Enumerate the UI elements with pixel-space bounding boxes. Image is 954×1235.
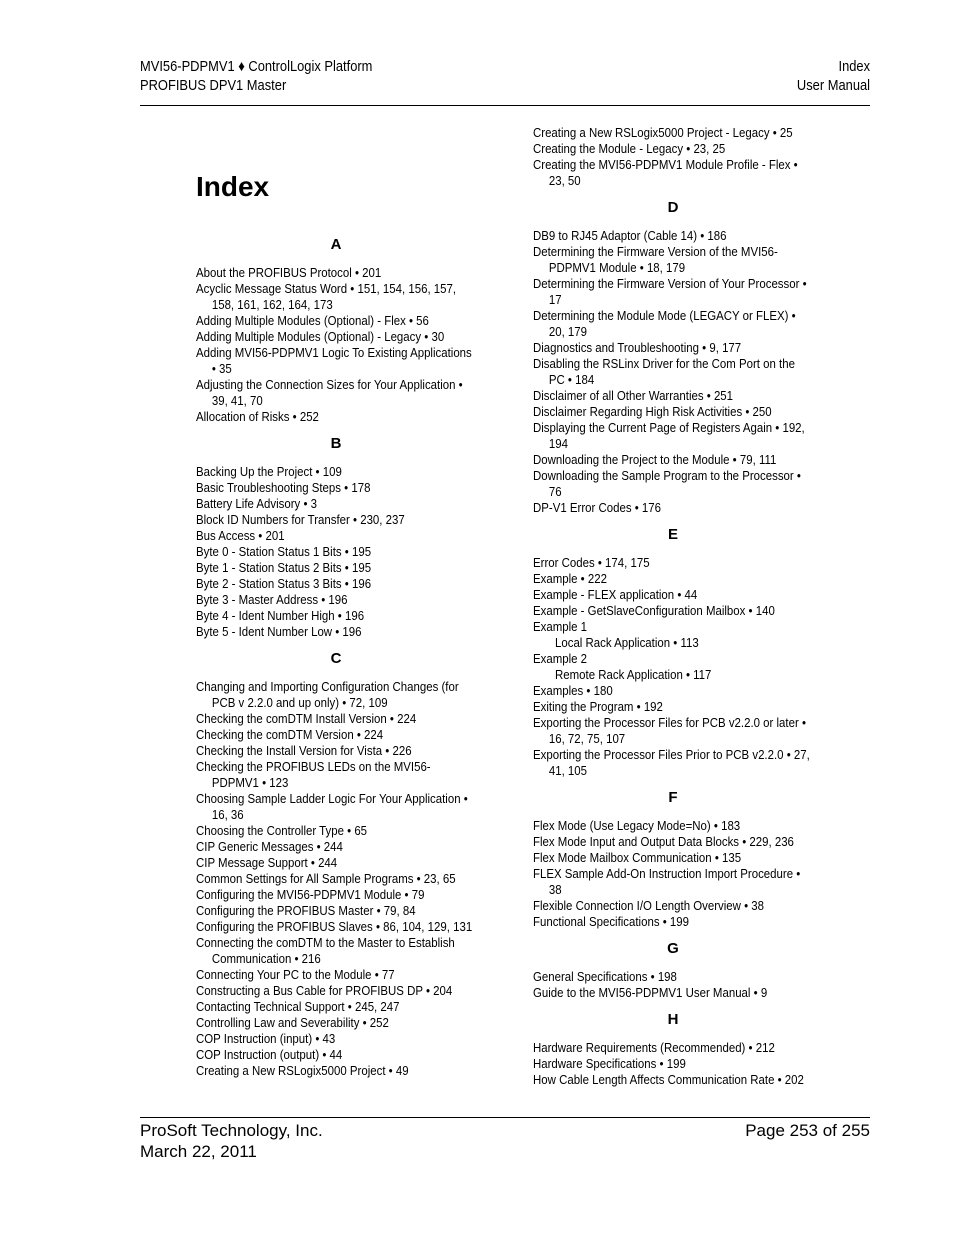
index-entry-line: Local Rack Application • 113: [555, 635, 699, 650]
index-letter-heading: A: [330, 236, 342, 253]
index-entry-line: Choosing the Controller Type • 65: [196, 823, 368, 838]
index-entry: [533, 866, 811, 898]
index-entry-line: Byte 5 - Ident Number Low • 196: [196, 624, 362, 639]
index-entry-line: CIP Message Support • 244: [196, 855, 338, 870]
index-entry-line: Flex Mode Mailbox Communication • 135: [533, 850, 742, 865]
index-entry: [196, 512, 474, 528]
index-entry: [533, 356, 811, 388]
index-entry: [196, 464, 474, 480]
index-entry-line: Disabling the RSLinx Driver for the Com Port on the: [533, 356, 795, 371]
index-letter-heading: F: [668, 789, 678, 806]
index-column-left: [196, 230, 496, 1079]
index-entry: [533, 747, 811, 779]
index-entry-line: Byte 1 - Station Status 2 Bits • 195: [196, 560, 372, 575]
index-subentry: [533, 667, 833, 683]
index-entry: [533, 571, 811, 587]
index-entry-line: Example - GetSlaveConfiguration Mailbox • 140: [533, 603, 775, 618]
index-entry: [196, 679, 474, 711]
page-header: [140, 57, 870, 106]
index-entry: [533, 985, 811, 1001]
index-entry-line: CIP Generic Messages • 244: [196, 839, 343, 854]
page-footer: [140, 1117, 870, 1161]
footer-page-number: Page 253 of 255: [745, 1121, 870, 1140]
index-entry-line: Determining the Firmware Version of the MVI56-: [533, 244, 778, 259]
index-entry: [196, 935, 474, 967]
index-entry: [196, 839, 474, 855]
index-entry-line: Adding Multiple Modules (Optional) - Legacy • 30: [196, 329, 445, 344]
index-letter-heading: B: [330, 435, 342, 452]
index-group: [533, 125, 833, 189]
index-entry-line: Creating a New RSLogix5000 Project - Legacy • 25: [533, 125, 793, 140]
index-entry-line: Flex Mode (Use Legacy Mode=No) • 183: [533, 818, 741, 833]
index-entry-line: Configuring the MVI56-PDPMV1 Module • 79: [196, 887, 425, 902]
index-entry-line: Adding MVI56-PDPMV1 Logic To Existing Applications: [196, 345, 472, 360]
index-entry: [196, 1047, 474, 1063]
index-entry-line: Checking the PROFIBUS LEDs on the MVI56-: [196, 759, 431, 774]
index-entry-line: Exiting the Program • 192: [533, 699, 663, 714]
index-group: [533, 1009, 833, 1088]
index-entry-line: Downloading the Sample Program to the Processor •: [533, 468, 801, 483]
index-entry-line: Acyclic Message Status Word • 151, 154, 156, 157,: [196, 281, 457, 296]
header-right: [797, 57, 870, 95]
index-entry: [196, 624, 474, 640]
index-group: [196, 433, 496, 640]
index-entry: [196, 496, 474, 512]
index-entry: [533, 834, 811, 850]
index-entry: [196, 576, 474, 592]
index-entry: [533, 818, 811, 834]
index-entry: [533, 244, 811, 276]
index-entry: [196, 281, 474, 313]
index-entry-line: 41, 105: [548, 763, 588, 778]
index-entry-line: PCB v 2.2.0 and up only) • 72, 109: [211, 695, 388, 710]
header-left: [140, 57, 372, 95]
index-entry: [533, 340, 811, 356]
index-group: [196, 648, 496, 1079]
index-entry: [533, 276, 811, 308]
index-entry: [533, 898, 811, 914]
index-entry: [533, 420, 811, 452]
index-entry-line: FLEX Sample Add-On Instruction Import Procedure •: [533, 866, 801, 881]
index-entry: [196, 967, 474, 983]
index-entry: [196, 544, 474, 560]
index-entry-line: PDPMV1 Module • 18, 179: [548, 260, 686, 275]
index-entry-line: Allocation of Risks • 252: [196, 409, 319, 424]
index-entry-line: Disclaimer of all Other Warranties • 251: [533, 388, 734, 403]
header-doc-type: User Manual: [796, 77, 870, 94]
index-entry-line: Connecting Your PC to the Module • 77: [196, 967, 395, 982]
index-entry-line: Diagnostics and Troubleshooting • 9, 177: [533, 340, 742, 355]
index-entry-line: Adjusting the Connection Sizes for Your Application •: [196, 377, 463, 392]
index-entry: [196, 329, 474, 345]
index-entry-line: Functional Specifications • 199: [533, 914, 689, 929]
index-column-right: [533, 125, 833, 1088]
index-entry: [196, 592, 474, 608]
index-entry-line: 16, 72, 75, 107: [548, 731, 626, 746]
index-entry: [533, 388, 811, 404]
index-entry-line: • 35: [211, 361, 232, 376]
index-entry: [196, 743, 474, 759]
index-entry-line: Byte 3 - Master Address • 196: [196, 592, 348, 607]
page-title: Index: [196, 171, 270, 202]
index-entry-line: 38: [548, 882, 562, 897]
index-entry: [196, 409, 474, 425]
index-entry: [196, 823, 474, 839]
index-entry-line: Checking the comDTM Install Version • 224: [196, 711, 417, 726]
index-entry: [196, 345, 474, 377]
index-entry-line: Determining the Module Mode (LEGACY or FLEX) •: [533, 308, 796, 323]
index-entry: [196, 855, 474, 871]
index-entry-line: Error Codes • 174, 175: [533, 555, 650, 570]
index-entry-line: Choosing Sample Ladder Logic For Your Application •: [196, 791, 468, 806]
index-entry: [533, 715, 811, 747]
index-entry: [533, 603, 811, 619]
index-entry-line: 194: [548, 436, 568, 451]
index-entry: [533, 914, 811, 930]
index-entry-line: Disclaimer Regarding High Risk Activities • 250: [533, 404, 772, 419]
index-entry-line: Byte 0 - Station Status 1 Bits • 195: [196, 544, 372, 559]
index-entry: [533, 157, 811, 189]
index-entry: [533, 141, 811, 157]
index-entry: [533, 1056, 811, 1072]
index-entry: [533, 850, 811, 866]
index-entry-line: 39, 41, 70: [211, 393, 263, 408]
index-entry-line: Displaying the Current Page of Registers Again • 192,: [533, 420, 805, 435]
index-subentry: [533, 635, 833, 651]
index-entry-line: Byte 4 - Ident Number High • 196: [196, 608, 365, 623]
index-entry: [196, 528, 474, 544]
index-entry-line: Constructing a Bus Cable for PROFIBUS DP • 204: [196, 983, 453, 998]
index-entry-line: Creating the Module - Legacy • 23, 25: [533, 141, 726, 156]
index-entry-line: Creating a New RSLogix5000 Project • 49: [196, 1063, 409, 1078]
index-entry-line: 23, 50: [548, 173, 581, 188]
footer-left: [140, 1120, 323, 1162]
index-entry: [196, 727, 474, 743]
index-entry: [533, 1040, 811, 1056]
index-entry-line: Exporting the Processor Files for PCB v2.2.0 or later •: [533, 715, 806, 730]
index-entry: [533, 699, 811, 715]
index-entry-line: How Cable Length Affects Communication Rate • 202: [533, 1072, 804, 1087]
index-entry-line: Determining the Firmware Version of Your Processor •: [533, 276, 807, 291]
header-product: MVI56-PDPMV1 ♦ ControlLogix Platform: [140, 58, 373, 75]
index-entry-line: PC • 184: [548, 372, 595, 387]
index-entry-line: Creating the MVI56-PDPMV1 Module Profile - Flex •: [533, 157, 798, 172]
index-entry-line: COP Instruction (input) • 43: [196, 1031, 336, 1046]
index-entry-line: 16, 36: [211, 807, 244, 822]
index-entry: [533, 500, 811, 516]
index-entry-line: 76: [548, 484, 562, 499]
index-entry-line: Hardware Requirements (Recommended) • 212: [533, 1040, 775, 1055]
footer-date: March 22, 2011: [140, 1142, 257, 1161]
index-entry-line: Flex Mode Input and Output Data Blocks • 229, 236: [533, 834, 794, 849]
index-entry-line: Common Settings for All Sample Programs • 23, 65: [196, 871, 456, 886]
index-entry: [196, 711, 474, 727]
index-entry-line: Byte 2 - Station Status 3 Bits • 196: [196, 576, 372, 591]
index-entry-line: About the PROFIBUS Protocol • 201: [196, 265, 382, 280]
index-entry: [196, 999, 474, 1015]
index-group: [533, 197, 833, 516]
index-entry-line: Contacting Technical Support • 245, 247: [196, 999, 400, 1014]
index-entry-line: Example • 222: [533, 571, 607, 586]
index-letter-heading: D: [667, 199, 679, 216]
index-entry: [196, 313, 474, 329]
header-section: Index: [838, 58, 870, 75]
footer-right: [745, 1120, 870, 1141]
index-entry: [196, 377, 474, 409]
index-entry-line: Hardware Specifications • 199: [533, 1056, 686, 1071]
index-entry: [196, 560, 474, 576]
header-subtitle: PROFIBUS DPV1 Master: [140, 77, 287, 94]
index-entry-line: DP-V1 Error Codes • 176: [533, 500, 661, 515]
index-entry-line: Bus Access • 201: [196, 528, 285, 543]
index-entry-line: Basic Troubleshooting Steps • 178: [196, 480, 371, 495]
index-entry: [196, 265, 474, 281]
index-entry: [196, 480, 474, 496]
index-entry-line: Checking the Install Version for Vista • 226: [196, 743, 412, 758]
index-entry-line: Connecting the comDTM to the Master to Establish: [196, 935, 455, 950]
index-entry-line: 17: [548, 292, 562, 307]
index-entry-line: Checking the comDTM Version • 224: [196, 727, 384, 742]
index-entry: [196, 983, 474, 999]
index-entry: [196, 903, 474, 919]
index-entry: [196, 608, 474, 624]
index-entry: [196, 1063, 474, 1079]
index-entry: [533, 404, 811, 420]
index-entry-line: Example 2: [533, 651, 588, 666]
index-letter-heading: H: [667, 1011, 679, 1028]
index-entry-line: Controlling Law and Severability • 252: [196, 1015, 389, 1030]
footer-company: ProSoft Technology, Inc.: [140, 1121, 323, 1140]
index-entry: [196, 1015, 474, 1031]
index-group: [533, 938, 833, 1001]
index-group: [196, 234, 496, 425]
index-entry: [533, 587, 811, 603]
index-entry-line: Battery Life Advisory • 3: [196, 496, 318, 511]
index-entry: [196, 759, 474, 791]
index-entry-line: COP Instruction (output) • 44: [196, 1047, 343, 1062]
index-letter-heading: G: [667, 940, 679, 957]
index-group: [533, 787, 833, 930]
index-group: [533, 524, 833, 779]
index-entry: [196, 791, 474, 823]
index-entry: [533, 651, 811, 667]
index-entry-line: 158, 161, 162, 164, 173: [211, 297, 333, 312]
index-entry-line: Block ID Numbers for Transfer • 230, 237: [196, 512, 405, 527]
index-entry-line: Backing Up the Project • 109: [196, 464, 342, 479]
index-entry-line: DB9 to RJ45 Adaptor (Cable 14) • 186: [533, 228, 727, 243]
index-entry: [533, 969, 811, 985]
index-entry-line: Adding Multiple Modules (Optional) - Flex • 56: [196, 313, 429, 328]
index-entry-line: Exporting the Processor Files Prior to PCB v2.2.0 • 27,: [533, 747, 810, 762]
index-entry-line: Guide to the MVI56-PDPMV1 User Manual • 9: [533, 985, 768, 1000]
index-entry: [533, 308, 811, 340]
index-entry: [533, 125, 811, 141]
index-entry: [533, 1072, 811, 1088]
index-entry: [533, 468, 811, 500]
index-entry-line: Configuring the PROFIBUS Slaves • 86, 104, 129, 131: [196, 919, 473, 934]
index-entry-line: Example 1: [533, 619, 588, 634]
index-entry: [533, 683, 811, 699]
index-entry-line: Remote Rack Application • 117: [555, 667, 712, 682]
index-entry-line: Downloading the Project to the Module • 79, 111: [533, 452, 777, 467]
index-entry-line: Changing and Importing Configuration Changes (for: [196, 679, 459, 694]
index-entry-line: Examples • 180: [533, 683, 613, 698]
index-entry: [196, 1031, 474, 1047]
index-entry-line: Flexible Connection I/O Length Overview • 38: [533, 898, 765, 913]
index-entry: [196, 871, 474, 887]
index-letter-heading: E: [667, 526, 678, 543]
index-entry: [533, 228, 811, 244]
index-letter-heading: C: [330, 650, 342, 667]
index-entry: [196, 887, 474, 903]
index-entry-line: Example - FLEX application • 44: [533, 587, 698, 602]
index-entry-line: 20, 179: [548, 324, 588, 339]
index-entry: [533, 555, 811, 571]
index-entry: [533, 452, 811, 468]
index-entry-line: Communication • 216: [211, 951, 321, 966]
index-entry-line: General Specifications • 198: [533, 969, 677, 984]
index-entry-line: Configuring the PROFIBUS Master • 79, 84: [196, 903, 416, 918]
index-entry: [533, 619, 811, 635]
index-entry: [196, 919, 474, 935]
index-entry-line: PDPMV1 • 123: [211, 775, 289, 790]
